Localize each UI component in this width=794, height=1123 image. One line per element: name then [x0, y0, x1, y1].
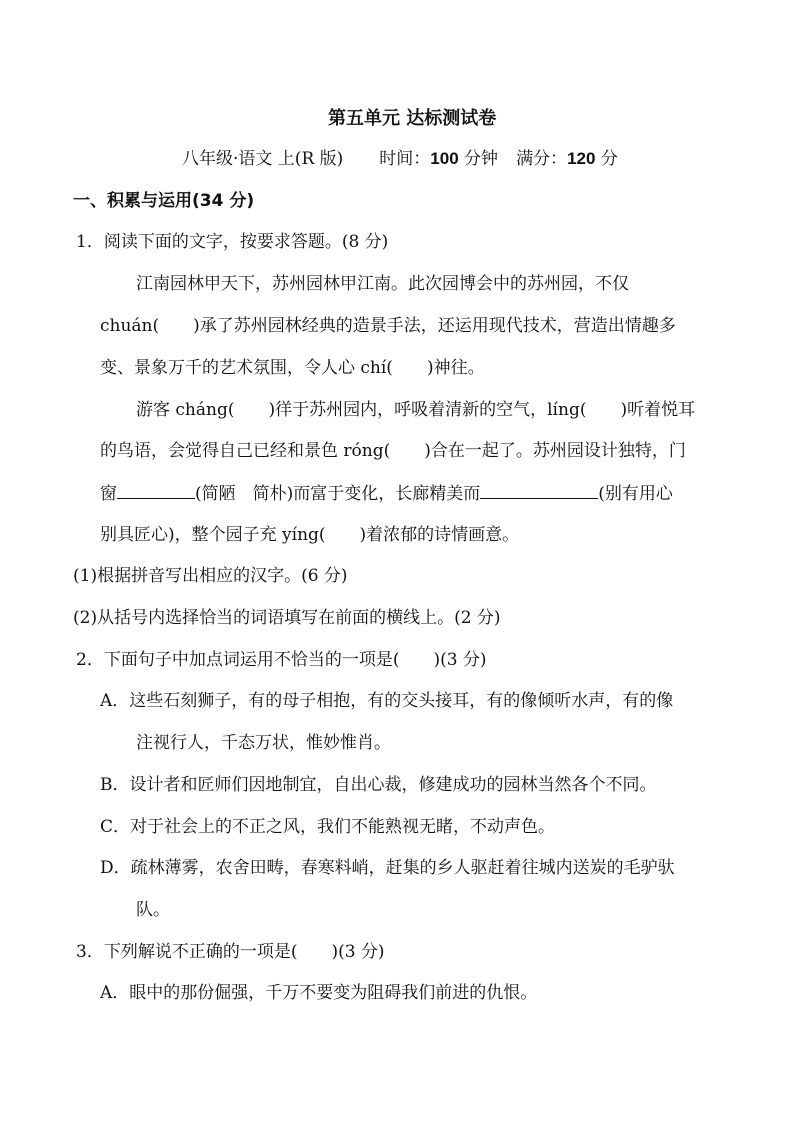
- passage-text: )着浓郁的诗情画意。: [359, 525, 520, 545]
- time-label: 时间：: [379, 149, 431, 169]
- passage-line: [100, 357, 485, 379]
- option-d[interactable]: D．疏林薄雾，农舍田畴，春寒料峭，赶集的乡人驱赶着往城内送炭的毛驴驮: [100, 858, 675, 878]
- pinyin-ling: )徉于苏州园内，呼吸着清新的空气，líng(: [268, 400, 587, 420]
- option-c[interactable]: C．对于社会上的不正之风，我们不能熟视无睹，不动声色。: [100, 817, 556, 837]
- page-title: 第五单元 达标测试卷: [328, 108, 497, 129]
- fill-blank-line[interactable]: [117, 482, 195, 499]
- option-d-continued: 队。: [136, 900, 170, 920]
- pinyin-ying: 别具匠心)，整个园子充 yíng(: [100, 525, 326, 545]
- passage-line: [100, 440, 686, 462]
- time-unit: 分钟: [458, 149, 499, 169]
- option-a[interactable]: A．眼中的那份倔强，千万不要变为阻碍我们前进的仇恨。: [100, 983, 538, 1003]
- passage-text: 窗: [100, 484, 117, 504]
- pinyin-chuan: chuán(: [100, 316, 160, 336]
- score-label: 满分：: [516, 149, 568, 169]
- question-text: 2．下面句子中加点词运用不恰当的一项是(: [76, 650, 400, 670]
- pinyin-chang: 游客 cháng(: [136, 400, 235, 420]
- option-a[interactable]: A．这些石刻狮子，有的母子相抱，有的交头接耳，有的像倾听水声，有的像: [100, 691, 674, 711]
- passage-text: )承了苏州园林经典的造景手法，还运用现代技术，营造出情趣多: [193, 316, 676, 336]
- time-value: 100: [430, 149, 459, 168]
- word-choice: (简陋 简朴)而富于变化，长廊精美而: [195, 484, 481, 504]
- fill-blank-line[interactable]: [480, 482, 598, 499]
- grade-label: 八年级·语文 上(R 版): [182, 149, 344, 169]
- passage-text: )合在一起了。苏州园设计独特，门: [424, 441, 686, 461]
- option-a-continued: 注视行人，千态万状，惟妙惟肖。: [136, 733, 391, 753]
- pinyin-rong: 的鸟语，会觉得自己已经和景色 róng(: [100, 441, 391, 461]
- option-b[interactable]: B．设计者和匠师们因地制宜，自出心裁，修建成功的园林当然各个不同。: [100, 775, 657, 795]
- passage-line: [136, 399, 695, 421]
- passage-line: [100, 524, 519, 546]
- score-unit: 分: [595, 149, 618, 169]
- passage-text: )听着悦耳: [620, 400, 696, 420]
- question-score: )(3 分): [331, 942, 385, 962]
- pinyin-chi: 变、景象万千的艺术氛围，令人心 chí(: [100, 358, 393, 378]
- word-choice: (别有用心: [598, 484, 673, 504]
- section-heading: 一、积累与运用(34 分): [73, 191, 255, 211]
- score-value: 120: [567, 149, 596, 168]
- passage-line: [100, 315, 676, 337]
- passage-text: )神往。: [426, 358, 485, 378]
- question-score: )(3 分): [433, 650, 487, 670]
- exam-info-line: [182, 148, 618, 170]
- question-3-stem: [76, 941, 385, 963]
- question-text: 3．下列解说不正确的一项是(: [76, 942, 298, 962]
- sub-question-1: (1)根据拼音写出相应的汉字。(6 分): [73, 566, 348, 586]
- sub-question-2: (2)从括号内选择恰当的词语填写在前面的横线上。(2 分): [73, 608, 501, 628]
- passage-line: [100, 482, 673, 505]
- question-2-stem: [76, 649, 487, 671]
- question-1-stem: 1．阅读下面的文字，按要求答题。(8 分): [76, 232, 389, 252]
- passage-line: 江南园林甲天下，苏州园林甲江南。此次园博会中的苏州园，不仅: [136, 274, 629, 294]
